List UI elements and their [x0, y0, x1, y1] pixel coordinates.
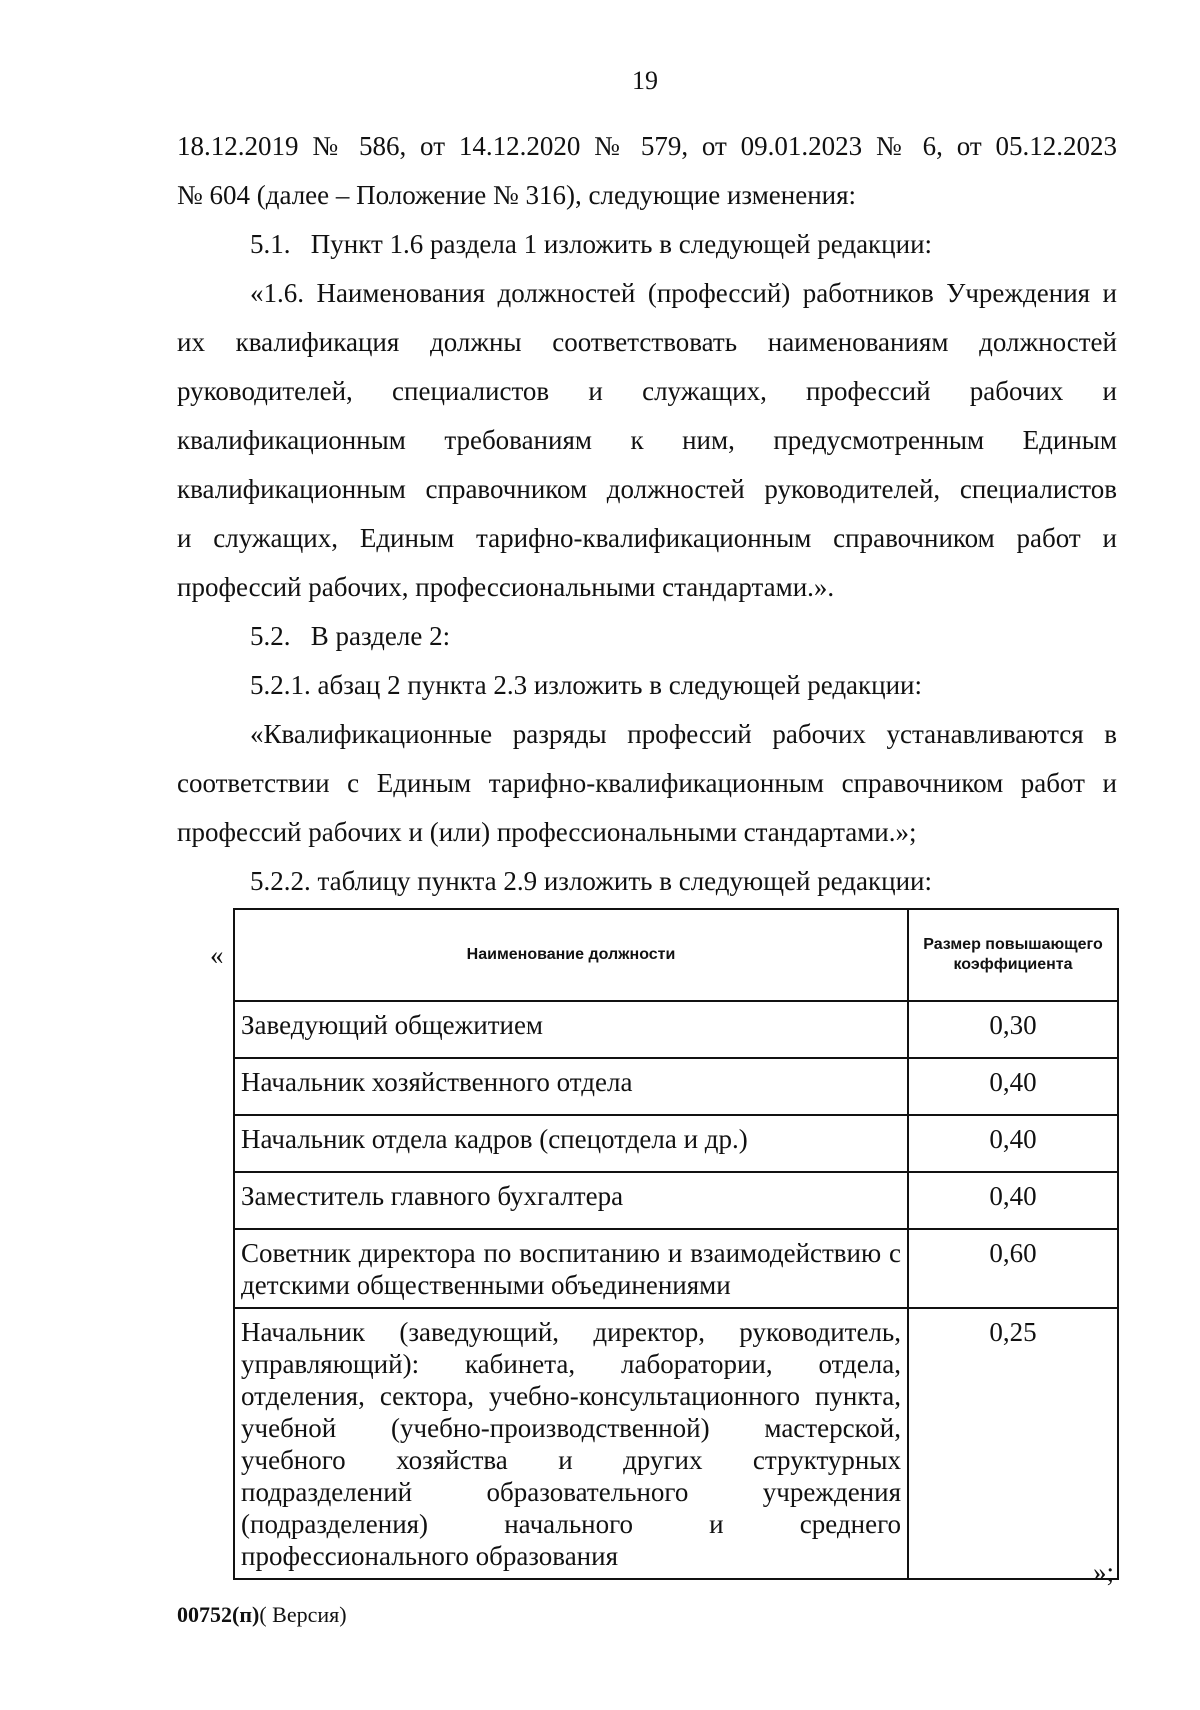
table-header-row: [234, 909, 1118, 1001]
p16-line-3: руководителей, специалистов и служащих, профессий рабочих и: [177, 376, 1117, 406]
intro-line-2: № 604 (далее – Положение № 316), следующие изменения:: [177, 180, 857, 210]
position-name: Начальник отдела кадров (спецотдела и др.): [234, 1115, 908, 1172]
table-row: [234, 1115, 1118, 1172]
coefficient-value: 0,25: [908, 1308, 1118, 1579]
paragraph-5-2-1: 5.2.1. абзац 2 пункта 2.3 изложить в следующей редакции:: [250, 670, 923, 700]
document-body: [177, 122, 1117, 906]
position-name: Начальник (заведующий, директор, руководитель, управляющий): кабинета, лаборатории, отдела, отделения, сектора, учебно-консультационного пункта, учебной (учебно-производственной) мастерской, учебного хозяйства и других структурных подразделений образовательного учреждения (подразделения) начального и среднего профессионального образования: [234, 1308, 908, 1579]
coefficient-value: 0,40: [908, 1058, 1118, 1115]
paragraph-5-2: 5.2. В разделе 2:: [250, 621, 451, 651]
paragraph-5-1: 5.1. Пункт 1.6 раздела 1 изложить в следующей редакции:: [250, 229, 933, 259]
position-name: Советник директора по воспитанию и взаимодействию с детскими общественными объединениями: [234, 1229, 908, 1308]
header-position-name: Наименование должности: [234, 909, 908, 1001]
p521-quote-line-1: «Квалификационные разряды профессий рабочих устанавливаются в: [250, 719, 1117, 749]
table-row: [234, 1308, 1118, 1579]
position-name: Начальник хозяйственного отдела: [234, 1058, 908, 1115]
intro-line-1: 18.12.2019 № 586, от 14.12.2020 № 579, от 09.01.2023 № 6, от 05.12.2023: [177, 131, 1117, 161]
coefficient-value: 0,40: [908, 1115, 1118, 1172]
p16-line-6: и служащих, Единым тарифно-квалификационным справочником работ и: [177, 523, 1117, 553]
table-row: [234, 1058, 1118, 1115]
page-number: 19: [632, 66, 658, 95]
document-footer: [177, 1602, 347, 1628]
p16-line-1: «1.6. Наименования должностей (профессий) работников Учреждения и: [250, 278, 1117, 308]
p16-line-5: квалификационным справочником должностей руководителей, специалистов: [177, 474, 1117, 504]
document-code: 00752(п): [177, 1602, 260, 1627]
coefficient-value: 0,40: [908, 1172, 1118, 1229]
p521-quote-last: профессий рабочих и (или) профессиональными стандартами.»;: [177, 817, 917, 847]
table-close-quote: »;: [1093, 1557, 1115, 1587]
table-row: [234, 1229, 1118, 1308]
paragraph-5-2-2: 5.2.2. таблицу пункта 2.9 изложить в следующей редакции:: [250, 866, 932, 896]
coefficient-table: [233, 908, 1119, 1580]
table-row: [234, 1001, 1118, 1058]
p16-line-4: квалификационным требованиям к ним, предусмотренным Единым: [177, 425, 1117, 455]
table-row: [234, 1172, 1118, 1229]
p16-line-last: профессий рабочих, профессиональными стандартами.».: [177, 572, 835, 602]
position-name: Заведующий общежитием: [234, 1001, 908, 1058]
coefficient-table-wrapper: [233, 908, 1119, 1580]
position-name: Заместитель главного бухгалтера: [234, 1172, 908, 1229]
p521-quote-line-2: соответствии с Единым тарифно-квалификационным справочником работ и: [177, 768, 1117, 798]
p16-line-2: их квалификация должны соответствовать наименованиям должностей: [177, 327, 1117, 357]
coefficient-value: 0,60: [908, 1229, 1118, 1308]
table-open-quote: «: [210, 940, 224, 970]
header-coefficient: Размер повышающего коэффициента: [908, 909, 1118, 1001]
document-version: ( Версия): [259, 1602, 347, 1627]
coefficient-value: 0,30: [908, 1001, 1118, 1058]
